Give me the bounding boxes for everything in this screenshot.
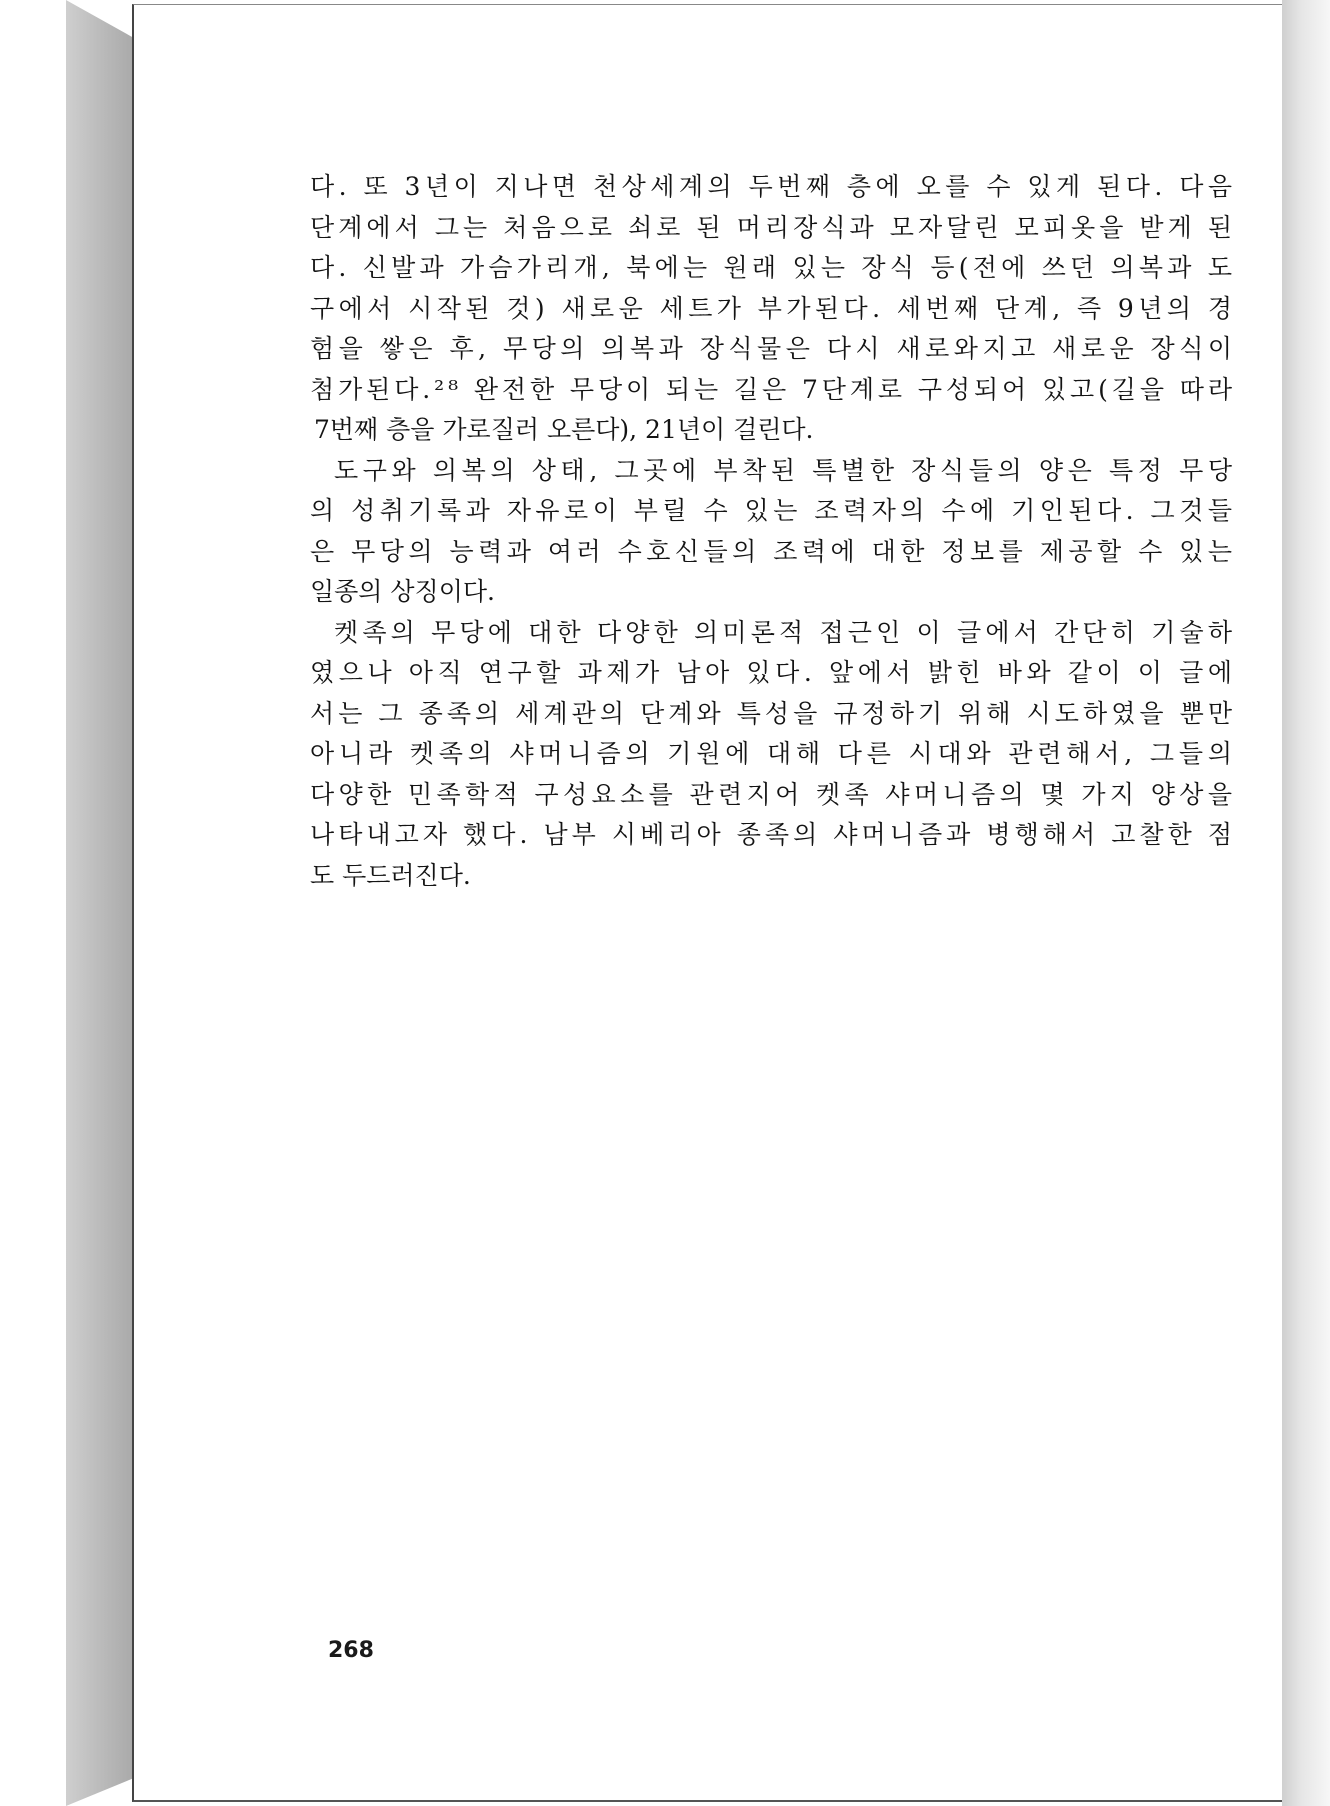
text-line xyxy=(310,329,1237,370)
line-text: 켓족의 무당에 대한 다양한 의미론적 접근인 이 글에서 간단히 기술하 xyxy=(334,617,1237,647)
text-line xyxy=(310,653,1237,694)
line-text: 첨가된다.²⁸ 완전한 무당이 되는 길은 7단계로 구성되어 있고(길을 따라 xyxy=(310,374,1236,404)
line-text: 였으나 아직 연구할 과제가 남아 있다. 앞에서 밝힌 바와 같이 이 글에 xyxy=(310,658,1237,687)
line-text: 다양한 민족학적 구성요소를 관련지어 켓족 샤머니즘의 몇 가지 양상을 xyxy=(310,779,1237,809)
spine-top-edge xyxy=(66,0,134,38)
line-text: 도 두드러진다. xyxy=(310,860,471,890)
line-text: 다. 또 3년이 지나면 천상세계의 두번째 층에 오를 수 있게 된다. 다음 xyxy=(310,172,1237,201)
text-line xyxy=(310,734,1237,775)
text-line xyxy=(310,815,1237,856)
line-text: 7번째 층을 가로질러 오른다), 21년이 걸린다. xyxy=(314,415,814,444)
line-text: 험을 쌓은 후, 무당의 의복과 장식물은 다시 새로와지고 새로운 장식이 xyxy=(310,334,1237,363)
line-text: 의 성취기록과 자유로이 부릴 수 있는 조력자의 수에 기인된다. 그것들 xyxy=(310,496,1237,525)
line-text: 서는 그 종족의 세계관의 단계와 특성을 규정하기 위해 시도하였을 뿐만 xyxy=(310,698,1237,728)
body-text xyxy=(310,167,1237,896)
text-line xyxy=(310,167,1237,208)
text-line xyxy=(310,572,1232,613)
line-text: 일종의 상징이다. xyxy=(310,577,495,606)
text-line xyxy=(310,289,1237,330)
text-line xyxy=(310,451,1237,492)
text-line xyxy=(310,613,1237,654)
line-text: 단계에서 그는 처음으로 쇠로 된 머리장식과 모자달린 모피옷을 받게 된 xyxy=(310,212,1237,242)
text-line xyxy=(310,856,1232,897)
text-line xyxy=(310,370,1236,411)
text-line xyxy=(310,410,1232,451)
book-spine xyxy=(66,0,134,1806)
text-line xyxy=(310,532,1237,573)
line-text: 구에서 시작된 것) 새로운 세트가 부가된다. 세번째 단계, 즉 9년의 경 xyxy=(310,293,1237,323)
page-number: 268 xyxy=(328,1638,374,1663)
line-text: 나타내고자 했다. 남부 시베리아 종족의 샤머니즘과 병행해서 고찰한 점 xyxy=(310,820,1237,849)
line-text: 은 무당의 능력과 여러 수호신들의 조력에 대한 정보를 제공할 수 있는 xyxy=(310,536,1237,566)
text-line xyxy=(310,775,1237,816)
line-text: 도구와 의복의 상태, 그곳에 부착된 특별한 장식들의 양은 특정 무당 xyxy=(334,455,1237,485)
spine-bottom-edge xyxy=(66,1778,134,1806)
text-line xyxy=(310,208,1237,249)
text-line xyxy=(310,491,1237,532)
line-text: 다. 신발과 가슴가리개, 북에는 원래 있는 장식 등(전에 쓰던 의복과 도 xyxy=(310,253,1237,282)
text-line xyxy=(310,694,1237,735)
page-edge-shadow xyxy=(1282,0,1330,1806)
text-line xyxy=(310,248,1237,289)
line-text: 아니라 켓족의 샤머니즘의 기원에 대해 다른 시대와 관련해서, 그들의 xyxy=(310,739,1237,768)
